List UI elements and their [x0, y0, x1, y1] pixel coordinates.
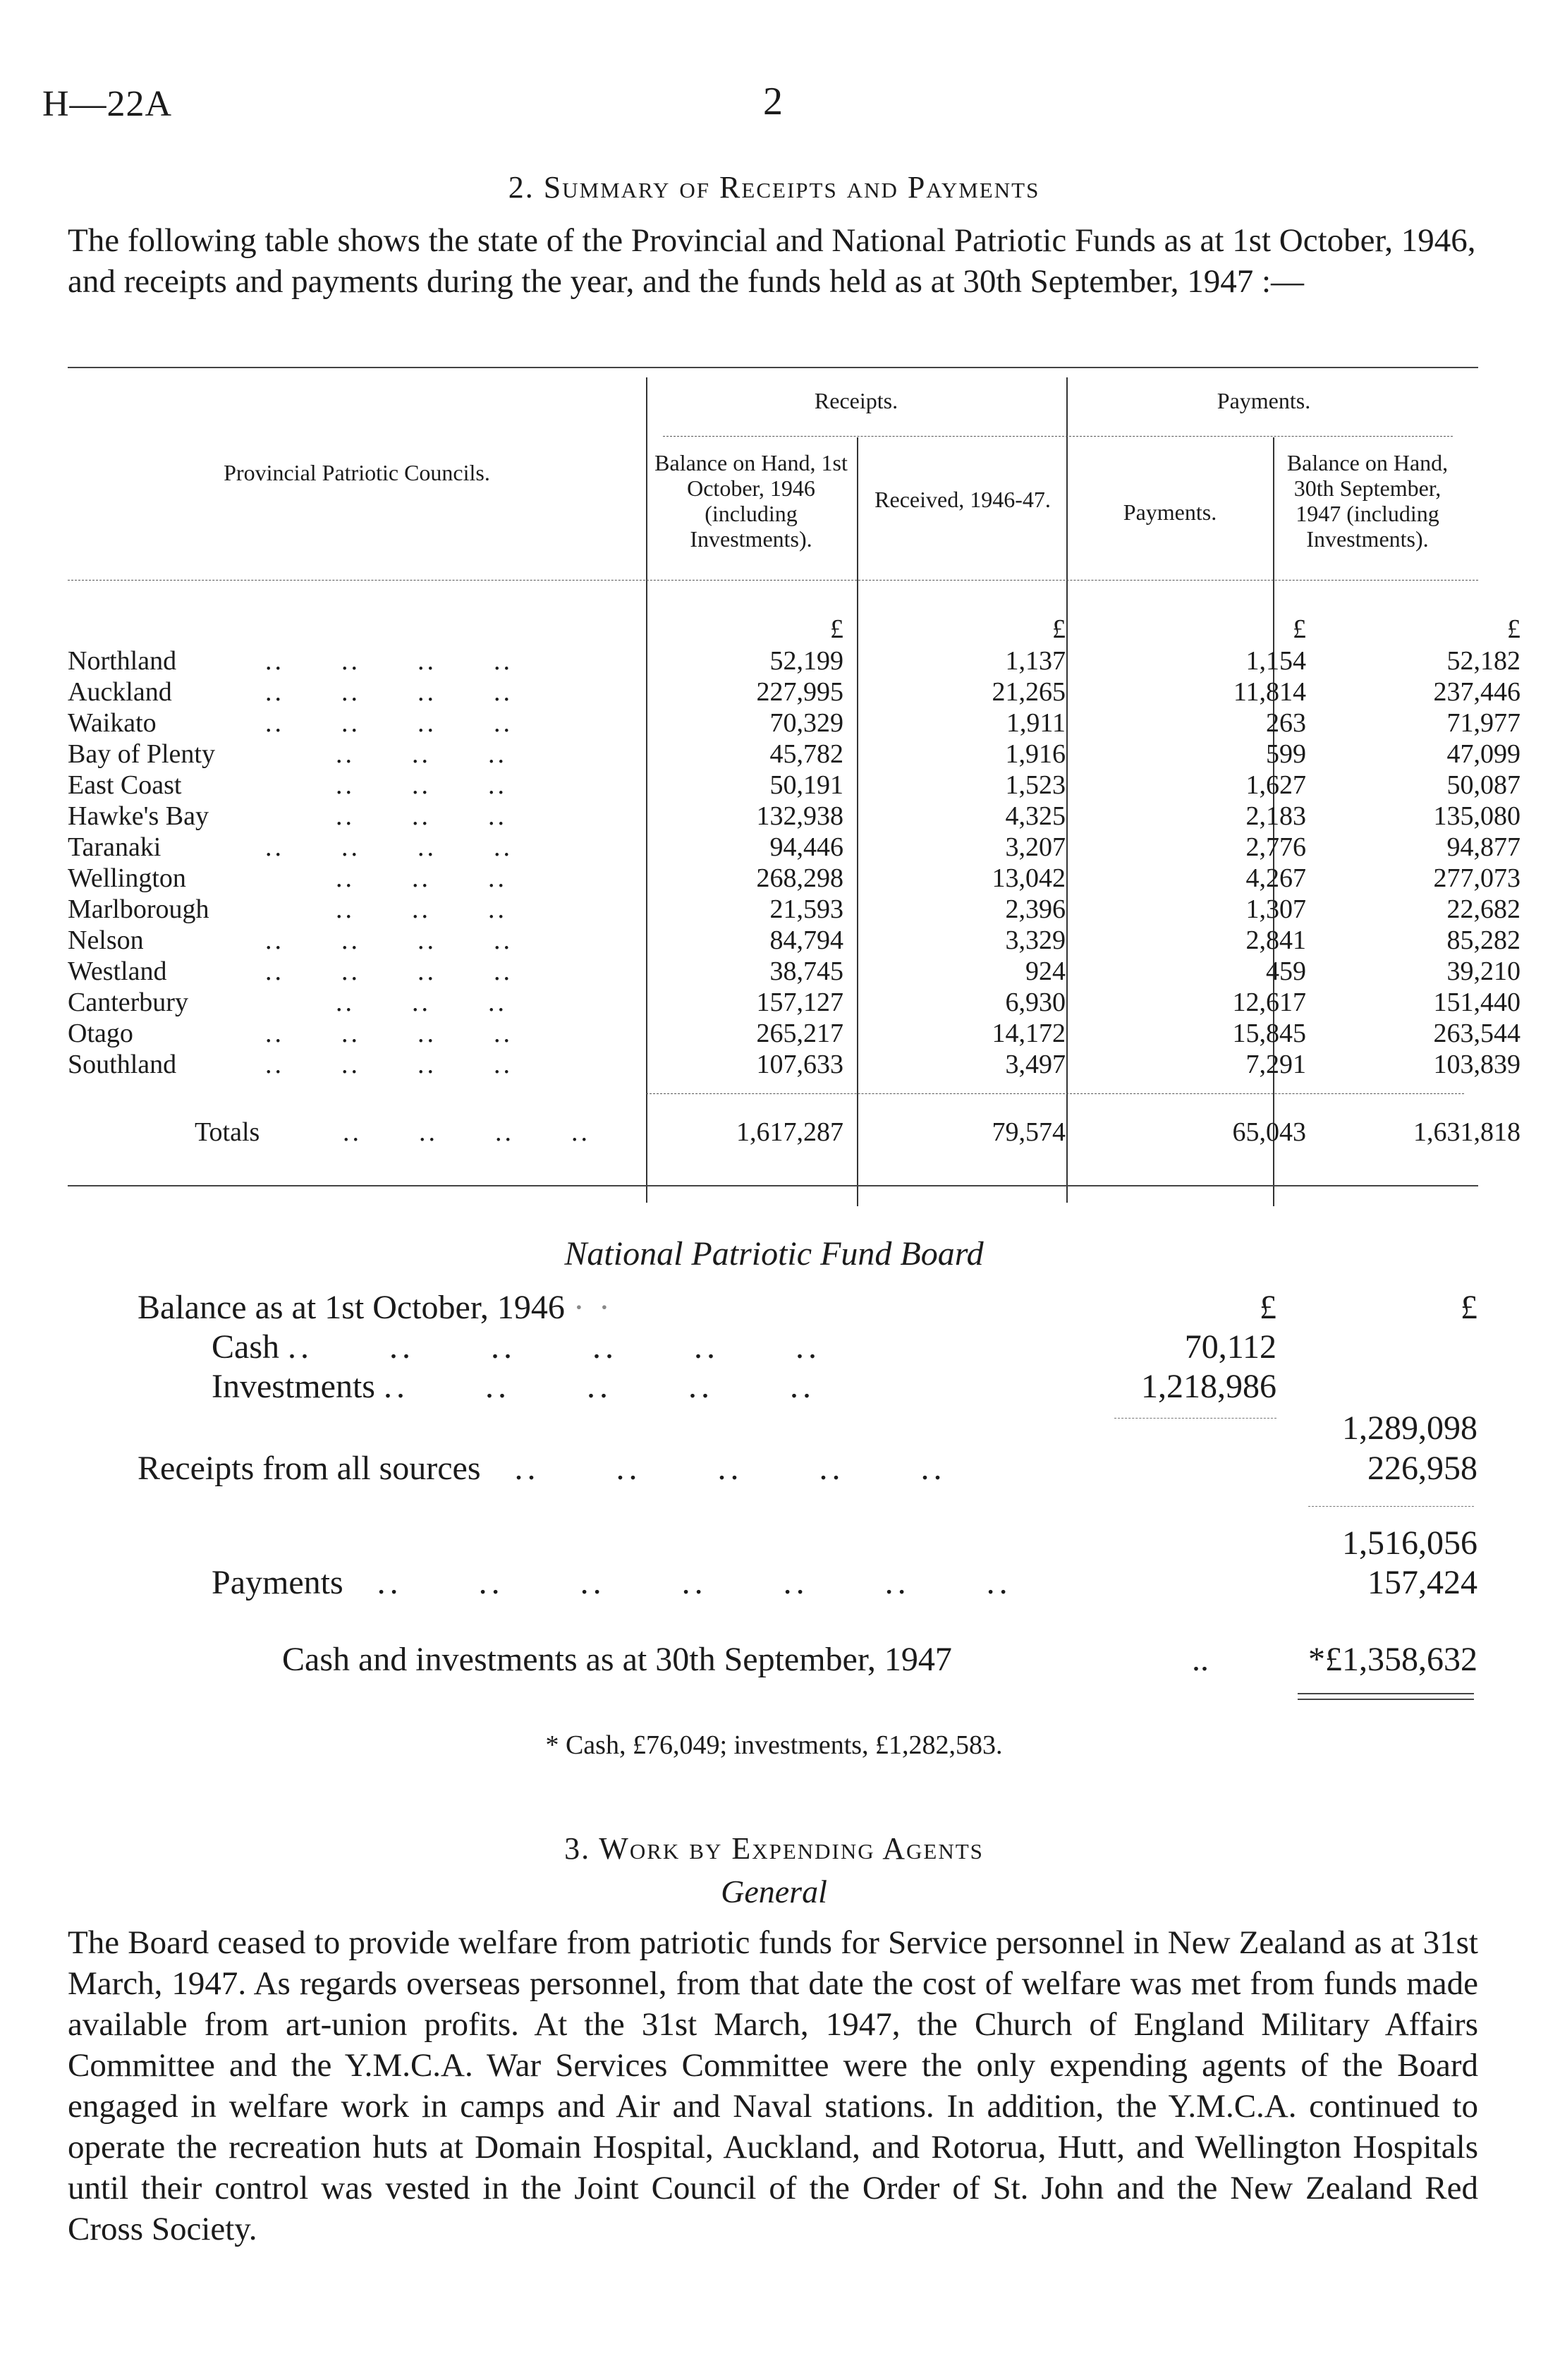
balance-start-cell: 227,995	[756, 677, 843, 707]
received-cell: 14,172	[992, 1019, 1066, 1048]
section-3-body: The Board ceased to provide welfare from patriotic funds for Service personnel in New Zealand as at 31st March, 1947. As regards overseas personnel, from that date the cost of welfare was met from funds made available from art-union profits. At the 31st March, 1947, the Church of England Military Affairs Committee and the Y.M.C.A. War Services Committee were the only expending agents of the Board engaged in welfare work in camps and Air and Naval stations. In addition, the Y.M.C.A. continued to operate the recreation huts at Domain Hospital, Auckland, and Rotorua, Hutt, and Wellington Hospitals until their control was vested in the Joint Council of the Order of St. John and the New Zealand Red Cross Society.	[68, 1924, 1478, 2247]
npf-subtotal-2: 1,516,056	[1342, 1524, 1477, 1562]
npf-cash-label: Cash .. .. .. .. .. ..	[212, 1328, 821, 1366]
table-row	[68, 1018, 1520, 1049]
received-cell: 1,911	[1006, 708, 1066, 738]
table-row	[68, 770, 1520, 801]
totals-top-rule	[646, 1093, 1464, 1094]
leader-dots: .. .. ..	[336, 801, 507, 831]
council-name: Northland	[68, 646, 177, 676]
npf-balance-label: Balance as at 1st October, 1946 · ·	[138, 1289, 613, 1326]
received-cell: 3,207	[1005, 832, 1066, 862]
balance-end-cell: 103,839	[1433, 1050, 1520, 1079]
leader-dots: .. .. .. ..	[265, 957, 513, 986]
npf-receipts-label: Receipts from all sources .. .. .. .. ..	[138, 1450, 946, 1487]
section-2-title: 2. Summary of Receipts and Payments	[508, 170, 1040, 205]
leader-dots: .. .. .. ..	[265, 832, 513, 862]
council-name: Westland	[68, 957, 167, 986]
council-name: Taranaki	[68, 832, 161, 862]
balance-start-cell: 21,593	[769, 894, 843, 924]
npf-closing-label: Cash and investments as at 30th September, 1947	[282, 1641, 952, 1678]
npf-receipts-value: 226,958	[1367, 1450, 1477, 1487]
payments-cell: 599	[1266, 739, 1306, 769]
balance-start-cell: 38,745	[769, 957, 843, 986]
page-number: 2	[763, 80, 783, 123]
table-row	[68, 894, 1520, 925]
received-cell: 2,396	[1005, 894, 1066, 924]
header-provincial-councils: Provincial Patriotic Councils.	[224, 460, 490, 485]
npf-investments-label: Investments .. .. .. .. ..	[212, 1368, 815, 1405]
balance-start-cell: 45,782	[769, 739, 843, 769]
payments-cell: 1,154	[1245, 646, 1306, 676]
received-cell: 3,329	[1005, 925, 1066, 955]
leader-dots: .. .. .. ..	[265, 925, 513, 955]
header-bottom-rule	[68, 580, 1478, 581]
received-cell: 924	[1025, 957, 1066, 986]
section-3-subtitle: General	[721, 1874, 827, 1910]
balance-end-cell: 47,099	[1446, 739, 1520, 769]
table-row	[68, 739, 1520, 770]
payments-cell: 2,776	[1245, 832, 1306, 862]
payments-cell: 4,267	[1245, 863, 1306, 893]
npf-subtotal-1: 1,289,098	[1342, 1409, 1477, 1447]
double-underline-top	[1298, 1693, 1474, 1694]
table-row	[68, 801, 1520, 832]
received-cell: 1,523	[1005, 770, 1066, 800]
npf-closing-value: *£1,358,632	[1308, 1641, 1477, 1678]
table-row	[68, 1049, 1520, 1080]
currency-row	[68, 614, 1520, 645]
council-name: Nelson	[68, 925, 144, 955]
npf-unit-col1: £	[1260, 1289, 1276, 1326]
council-name: Bay of Plenty	[68, 739, 215, 769]
table-row	[68, 676, 1520, 708]
group-header-rule	[663, 436, 1453, 437]
balance-start-cell: 50,191	[769, 770, 843, 800]
council-name: Auckland	[68, 677, 172, 707]
balance-end-cell: 277,073	[1433, 863, 1520, 893]
council-name: East Coast	[68, 770, 182, 800]
leader-dots: .. .. .. ..	[265, 1050, 513, 1079]
received-cell: 3,497	[1005, 1050, 1066, 1079]
leader-dots: .. .. ..	[336, 894, 507, 924]
npf-investments-value: 1,218,986	[1141, 1368, 1276, 1405]
header-payments: Payments.	[1123, 499, 1217, 525]
balance-start-cell: 84,794	[769, 925, 843, 955]
balance-end-cell: 22,682	[1446, 894, 1520, 924]
balance-start-cell: 107,633	[756, 1050, 843, 1079]
currency-symbol: £	[1293, 614, 1306, 644]
balance-end-cell: 135,080	[1433, 801, 1520, 831]
leader-dots: .. .. .. ..	[265, 646, 513, 676]
balance-end-cell: 52,182	[1446, 646, 1520, 676]
npf-cash-value: 70,112	[1184, 1328, 1276, 1366]
totals-label: Totals	[195, 1117, 260, 1147]
balance-start-cell: 70,329	[769, 708, 843, 738]
council-name: Southland	[68, 1050, 177, 1079]
balance-start-cell: 132,938	[756, 801, 843, 831]
double-underline-bottom	[1298, 1699, 1474, 1700]
leader-dots: .. .. .. ..	[265, 677, 513, 707]
document-reference: H—22A	[42, 84, 173, 124]
payments-cell: 2,841	[1245, 925, 1306, 955]
total-received: 79,574	[992, 1117, 1066, 1147]
table-row	[68, 956, 1520, 987]
balance-start-cell: 94,446	[769, 832, 843, 862]
npf-payments-label: Payments .. .. .. .. .. .. ..	[212, 1564, 1012, 1601]
table-row	[68, 645, 1520, 676]
totals-row	[68, 1117, 1520, 1148]
leader-dots: ..	[1192, 1641, 1209, 1678]
received-cell: 1,137	[1005, 646, 1066, 676]
table-row	[68, 863, 1520, 894]
received-cell: 13,042	[992, 863, 1066, 893]
group-header-payments: Payments.	[1217, 388, 1311, 413]
received-cell: 4,325	[1005, 801, 1066, 831]
group-header-receipts: Receipts.	[814, 388, 898, 413]
section-2-intro: The following table shows the state of the Provincial and National Patriotic Funds as at 1st October, 1946, and receipts and payments during the year, and the funds held as at 30th September, 1947 :—	[68, 222, 1476, 300]
received-cell: 6,930	[1005, 988, 1066, 1017]
leader-dots: .. .. ..	[336, 770, 507, 800]
payments-cell: 459	[1266, 957, 1306, 986]
table-top-rule-right	[1065, 367, 1453, 368]
leader-dots: .. .. ..	[336, 988, 507, 1017]
npf-title: National Patriotic Fund Board	[564, 1235, 984, 1273]
received-cell: 1,916	[1005, 739, 1066, 769]
payments-cell: 263	[1266, 708, 1306, 738]
leader-dots: .. .. ..	[336, 739, 507, 769]
header-balance-start: Balance on Hand, 1st October, 1946 (including Investments).	[654, 450, 848, 552]
council-name: Waikato	[68, 708, 157, 738]
balance-start-cell: 52,199	[769, 646, 843, 676]
balance-start-cell: 157,127	[756, 988, 843, 1017]
council-name: Wellington	[68, 863, 186, 893]
council-name: Hawke's Bay	[68, 801, 209, 831]
section-3-title: 3. Work by Expending Agents	[564, 1831, 984, 1866]
council-name: Marlborough	[68, 894, 209, 924]
council-name: Otago	[68, 1019, 133, 1048]
header-balance-end: Balance on Hand, 30th September, 1947 (including Investments).	[1286, 450, 1449, 552]
table-row	[68, 925, 1520, 956]
balance-end-cell: 94,877	[1446, 832, 1520, 862]
payments-cell: 15,845	[1232, 1019, 1306, 1048]
payments-cell: 7,291	[1245, 1050, 1306, 1079]
total-balance-start: 1,617,287	[736, 1117, 843, 1147]
balance-start-cell: 265,217	[756, 1019, 843, 1048]
payments-cell: 1,307	[1245, 894, 1306, 924]
payments-cell: 2,183	[1245, 801, 1306, 831]
balance-start-cell: 268,298	[756, 863, 843, 893]
table-row	[68, 832, 1520, 863]
currency-symbol: £	[830, 614, 843, 644]
table-row	[68, 708, 1520, 739]
balance-end-cell: 237,446	[1433, 677, 1520, 707]
balance-end-cell: 85,282	[1446, 925, 1520, 955]
total-payments: 65,043	[1232, 1117, 1306, 1147]
npf-payments-value: 157,424	[1367, 1564, 1477, 1601]
council-name: Canterbury	[68, 988, 188, 1017]
payments-cell: 12,617	[1232, 988, 1306, 1017]
balance-end-cell: 50,087	[1446, 770, 1520, 800]
currency-symbol: £	[1052, 614, 1066, 644]
table-bottom-rule	[68, 1185, 1478, 1186]
leader-dots: .. .. .. ..	[265, 708, 513, 738]
npf-footnote: * Cash, £76,049; investments, £1,282,583.	[545, 1730, 1003, 1760]
balance-end-cell: 71,977	[1446, 708, 1520, 738]
npf-sum-rule	[1308, 1506, 1474, 1507]
received-cell: 21,265	[992, 677, 1066, 707]
balance-end-cell: 39,210	[1446, 957, 1520, 986]
leader-dots: .. .. ..	[336, 863, 507, 893]
balance-end-cell: 263,544	[1433, 1019, 1520, 1048]
total-balance-end: 1,631,818	[1413, 1117, 1520, 1147]
balance-end-cell: 151,440	[1433, 988, 1520, 1017]
leader-dots: .. .. .. ..	[343, 1117, 590, 1147]
table-row	[68, 987, 1520, 1018]
payments-cell: 11,814	[1233, 677, 1306, 707]
npf-unit-col2: £	[1461, 1289, 1477, 1326]
currency-symbol: £	[1507, 614, 1520, 644]
header-received: Received, 1946-47.	[874, 487, 1051, 512]
leader-dots: .. .. .. ..	[265, 1019, 513, 1048]
payments-cell: 1,627	[1245, 770, 1306, 800]
